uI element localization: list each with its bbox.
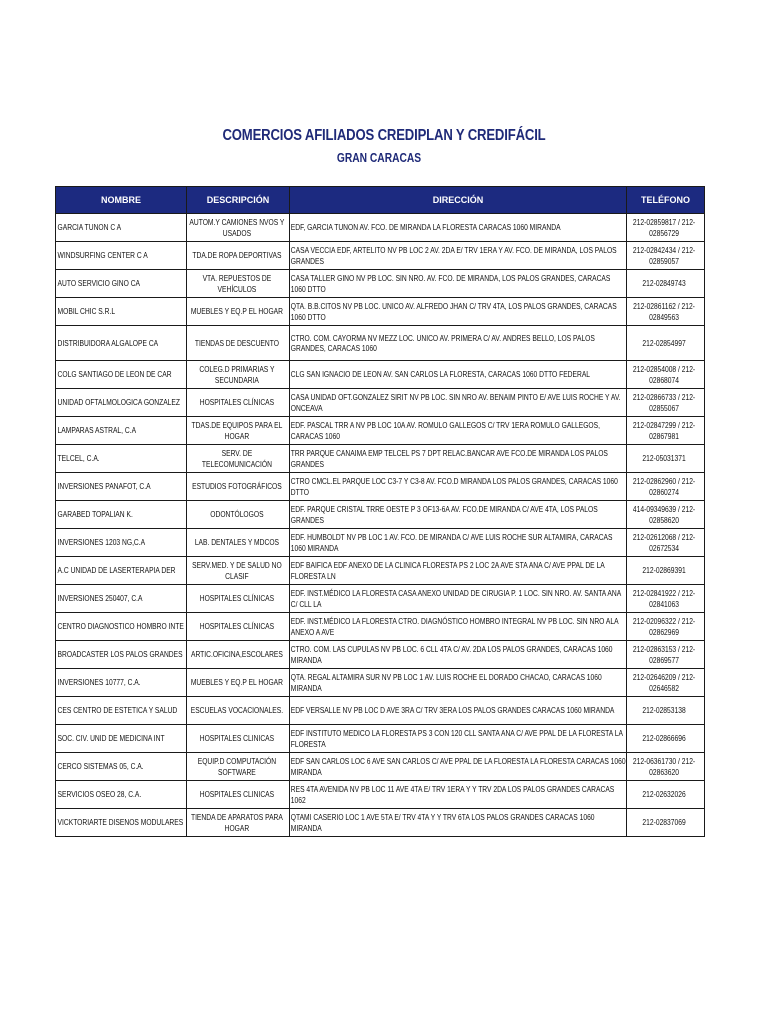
cell-descripcion-text: HOSPITALES CLINICAS bbox=[199, 733, 275, 744]
table-row bbox=[56, 781, 705, 809]
cell-direccion-text: CTRO CMCL.EL PARQUE LOC C3-7 Y C3-8 AV. FCO.D MIRANDA LOS PALOS GRANDES, CARACAS 1060 DTTO bbox=[290, 476, 618, 497]
cell-direccion bbox=[290, 809, 627, 837]
cell-descripcion-text: LAB. DENTALES Y MDCOS bbox=[194, 537, 280, 548]
cell-telefono bbox=[627, 641, 705, 669]
cell-direccion bbox=[290, 501, 627, 529]
cell-nombre-text: CERCO SISTEMAS 05, C.A. bbox=[57, 761, 144, 772]
cell-direccion bbox=[290, 326, 627, 361]
cell-nombre-text: A.C UNIDAD DE LASERTERAPIA DER bbox=[57, 565, 176, 576]
cell-telefono-text: 212-02847299 / 212-02867981 bbox=[632, 420, 696, 441]
cell-nombre bbox=[56, 270, 187, 298]
cell-direccion-text: CLG SAN IGNACIO DE LEON AV. SAN CARLOS LA FLORESTA, CARACAS 1060 DTTO FEDERAL bbox=[290, 369, 591, 380]
cell-nombre-text: CENTRO DIAGNOSTICO HOMBRO INTE bbox=[57, 621, 184, 632]
cell-nombre-text: TELCEL, C.A. bbox=[57, 453, 100, 464]
cell-telefono bbox=[627, 613, 705, 641]
table-row bbox=[56, 753, 705, 781]
cell-descripcion bbox=[187, 242, 290, 270]
cell-nombre-text: WINDSURFING CENTER C A bbox=[57, 250, 148, 261]
cell-direccion-text: EDF, GARCIA TUNON AV. FCO. DE MIRANDA LA FLORESTA CARACAS 1060 MIRANDA bbox=[290, 222, 561, 233]
cell-nombre bbox=[56, 214, 187, 242]
cell-descripcion-text: ESCUELAS VOCACIONALES. bbox=[190, 705, 284, 716]
cell-telefono bbox=[627, 214, 705, 242]
cell-descripcion bbox=[187, 445, 290, 473]
cell-descripcion-text: MUEBLES Y EQ.P EL HOGAR bbox=[190, 677, 283, 688]
cell-descripcion bbox=[187, 809, 290, 837]
cell-descripcion bbox=[187, 753, 290, 781]
table-row bbox=[56, 585, 705, 613]
cell-descripcion-text: AUTOM.Y CAMIONES NVOS Y USADOS bbox=[189, 217, 285, 238]
cell-direccion bbox=[290, 298, 627, 326]
cell-nombre bbox=[56, 326, 187, 361]
cell-direccion-text: EDF. INST.MÉDICO LA FLORESTA CASA ANEXO UNIDAD DE CIRUGIA P. 1 LOC. SIN NRO. AV. SANTA ANA C/ CLL LA bbox=[290, 588, 621, 609]
cell-telefono bbox=[627, 753, 705, 781]
cell-direccion-text: CTRO. COM. CAYORMA NV MEZZ LOC. UNICO AV. PRIMERA C/ AV. ANDRES BELLO, LOS PALOS GRANDES, CARACAS 1060 bbox=[290, 332, 595, 353]
table-row bbox=[56, 242, 705, 270]
cell-descripcion bbox=[187, 326, 290, 361]
cell-telefono bbox=[627, 298, 705, 326]
cell-nombre-text: SERVICIOS OSEO 28, C.A. bbox=[57, 789, 142, 800]
cell-telefono-text: 212-02632026 bbox=[642, 789, 686, 800]
cell-telefono-text: 212-02841922 / 212-02841063 bbox=[632, 588, 696, 609]
cell-nombre bbox=[56, 501, 187, 529]
cell-direccion bbox=[290, 781, 627, 809]
cell-telefono-text: 212-02862960 / 212-02860274 bbox=[632, 476, 696, 497]
table-body bbox=[56, 214, 705, 837]
cell-nombre bbox=[56, 585, 187, 613]
cell-direccion bbox=[290, 473, 627, 501]
cell-direccion bbox=[290, 389, 627, 417]
cell-telefono-text: 212-06361730 / 212-02863620 bbox=[632, 756, 696, 777]
cell-telefono bbox=[627, 242, 705, 270]
cell-nombre bbox=[56, 473, 187, 501]
cell-nombre-text: INVERSIONES PANAFOT, C.A bbox=[57, 481, 151, 492]
cell-nombre-text: VICKTORIARTE DISENOS MODULARES bbox=[57, 817, 184, 828]
cell-direccion-text: QTA. B.B.CITOS NV PB LOC. UNICO AV. ALFREDO JHAN C/ TRV 4TA, LOS PALOS GRANDES, CARACAS 1060 DTTO bbox=[290, 301, 617, 322]
document-title: COMERCIOS AFILIADOS CREDIPLAN Y CREDIFÁCIL bbox=[222, 127, 546, 144]
cell-descripcion-text: HOSPITALES CLÍNICAS bbox=[199, 593, 275, 604]
cell-nombre-text: INVERSIONES 1203 NG,C.A bbox=[57, 537, 146, 548]
table-row bbox=[56, 298, 705, 326]
table-row bbox=[56, 613, 705, 641]
cell-direccion-text: EDF. HUMBOLDT NV PB LOC 1 AV. FCO. DE MIRANDA C/ AVE LUIS ROCHE SUR ALTAMIRA, CARACAS 1060 MIRANDA bbox=[290, 532, 613, 553]
cell-descripcion-text: EQUIP.D COMPUTACIÓN SOFTWARE bbox=[197, 756, 277, 777]
table-row bbox=[56, 725, 705, 753]
cell-direccion-text: EDF BAIFICA EDF ANEXO DE LA CLINICA FLORESTA PS 2 LOC 2A AVE STA ANA C/ AVE PPAL DE LA FLORESTA LN bbox=[290, 560, 605, 581]
cell-direccion bbox=[290, 417, 627, 445]
cell-telefono-text: 414-09349639 / 212-02858620 bbox=[632, 504, 696, 525]
cell-descripcion-text: HOSPITALES CLÍNICAS bbox=[199, 397, 275, 408]
cell-nombre bbox=[56, 809, 187, 837]
table-row bbox=[56, 669, 705, 697]
cell-descripcion-text: SERV.MED. Y DE SALUD NO CLASIF bbox=[192, 560, 282, 581]
cell-nombre-text: MOBIL CHIC S.R.L bbox=[57, 306, 116, 317]
cell-telefono bbox=[627, 725, 705, 753]
cell-direccion bbox=[290, 529, 627, 557]
cell-direccion-text: RES 4TA AVENIDA NV PB LOC 11 AVE 4TA E/ TRV 1ERA Y Y TRV 2DA LOS PALOS GRANDES CARACAS 1062 bbox=[290, 784, 615, 805]
cell-descripcion-text: ARTIC.OFICINA,ESCOLARES bbox=[190, 649, 283, 660]
cell-nombre-text: DISTRIBUIDORA ALGALOPE CA bbox=[57, 337, 159, 348]
table-row bbox=[56, 326, 705, 361]
cell-descripcion-text: HOSPITALES CLINICAS bbox=[199, 789, 275, 800]
cell-direccion-text: EDF INSTITUTO MEDICO LA FLORESTA PS 3 CON 120 CLL SANTA ANA C/ AVE PPAL DE LA FLORESTA LA FLORESTA bbox=[290, 728, 623, 749]
cell-direccion-text: QTAMI CASERIO LOC 1 AVE 5TA E/ TRV 4TA Y Y TRV 6TA LOS PALOS GRANDES CARACAS 1060 MIRANDA bbox=[290, 812, 595, 833]
cell-telefono bbox=[627, 585, 705, 613]
cell-nombre-text: COLG SANTIAGO DE LEON DE CAR bbox=[57, 369, 172, 380]
cell-telefono-text: 212-02866696 bbox=[642, 733, 686, 744]
cell-nombre bbox=[56, 697, 187, 725]
cell-descripcion bbox=[187, 557, 290, 585]
cell-nombre bbox=[56, 417, 187, 445]
cell-direccion-text: CASA VECCIA EDF, ARTELITO NV PB LOC 2 AV. 2DA E/ TRV 1ERA Y AV. FCO. DE MIRANDA, LOS PALOS GRANDES bbox=[290, 245, 617, 266]
cell-direccion-text: EDF. PARQUE CRISTAL TRRE OESTE P 3 OF13-6A AV. FCO.DE MIRANDA C/ AVE 4TA, LOS PALOS GRANDES bbox=[290, 504, 598, 525]
cell-nombre-text: GARCIA TUNON C A bbox=[57, 222, 122, 233]
cell-telefono bbox=[627, 473, 705, 501]
cell-descripcion-text: MUEBLES Y EQ.P EL HOGAR bbox=[190, 306, 283, 317]
cell-descripcion bbox=[187, 417, 290, 445]
cell-nombre bbox=[56, 529, 187, 557]
cell-direccion bbox=[290, 445, 627, 473]
cell-descripcion-text: VTA. REPUESTOS DE VEHÍCULOS bbox=[202, 273, 272, 294]
cell-direccion bbox=[290, 361, 627, 389]
table-row bbox=[56, 697, 705, 725]
cell-direccion bbox=[290, 753, 627, 781]
cell-telefono-text: 212-02854008 / 212-02868074 bbox=[632, 364, 696, 385]
cell-nombre-text: CES CENTRO DE ESTETICA Y SALUD bbox=[57, 705, 178, 716]
cell-telefono-text: 212-02861162 / 212-02849563 bbox=[633, 301, 695, 322]
cell-telefono bbox=[627, 445, 705, 473]
document-subtitle: GRAN CARACAS bbox=[336, 151, 422, 165]
cell-nombre bbox=[56, 669, 187, 697]
cell-nombre bbox=[56, 781, 187, 809]
cell-telefono-text: 212-02853138 bbox=[642, 705, 686, 716]
cell-telefono-text: 212-02096322 / 212-02862969 bbox=[632, 616, 696, 637]
cell-telefono-text: 212-02854997 bbox=[642, 337, 686, 348]
cell-descripcion bbox=[187, 270, 290, 298]
cell-nombre bbox=[56, 641, 187, 669]
cell-direccion bbox=[290, 669, 627, 697]
cell-telefono-text: 212-02837069 bbox=[642, 817, 686, 828]
table-row bbox=[56, 214, 705, 242]
cell-descripcion-text: ESTUDIOS FOTOGRÁFICOS bbox=[192, 481, 282, 492]
header-direccion: DIRECCIÓN bbox=[290, 187, 627, 214]
cell-direccion bbox=[290, 697, 627, 725]
table-row bbox=[56, 445, 705, 473]
cell-direccion bbox=[290, 641, 627, 669]
cell-nombre-text: INVERSIONES 250407, C.A bbox=[57, 593, 143, 604]
cell-nombre bbox=[56, 613, 187, 641]
cell-descripcion bbox=[187, 697, 290, 725]
cell-descripcion bbox=[187, 641, 290, 669]
table-row bbox=[56, 389, 705, 417]
cell-nombre bbox=[56, 753, 187, 781]
table-row bbox=[56, 501, 705, 529]
cell-nombre-text: GARABED TOPALIAN K. bbox=[57, 509, 133, 520]
cell-telefono bbox=[627, 809, 705, 837]
cell-nombre-text: UNIDAD OFTALMOLOGICA GONZALEZ bbox=[57, 397, 180, 408]
cell-direccion bbox=[290, 242, 627, 270]
cell-nombre-text: AUTO SERVICIO GINO CA bbox=[57, 278, 141, 289]
cell-direccion-text: QTA. REGAL ALTAMIRA SUR NV PB LOC 1 AV. LUIS ROCHE EL DORADO CHACAO, CARACAS 1060 MIRANDA bbox=[290, 672, 602, 693]
cell-nombre bbox=[56, 242, 187, 270]
cell-telefono-text: 212-02842434 / 212-02859057 bbox=[632, 245, 696, 266]
cell-descripcion bbox=[187, 298, 290, 326]
cell-telefono bbox=[627, 361, 705, 389]
cell-nombre-text: BROADCASTER LOS PALOS GRANDES bbox=[57, 649, 183, 660]
cell-telefono-text: 212-02869391 bbox=[642, 565, 686, 576]
cell-direccion-text: EDF. INST.MÉDICO LA FLORESTA CTRO. DIAGNÓSTICO HOMBRO INTEGRAL NV PB LOC. SIN NRO ALA ANEXO A AVE bbox=[290, 616, 619, 637]
cell-nombre bbox=[56, 557, 187, 585]
cell-descripcion bbox=[187, 529, 290, 557]
cell-direccion bbox=[290, 557, 627, 585]
cell-telefono bbox=[627, 417, 705, 445]
cell-telefono bbox=[627, 697, 705, 725]
cell-nombre bbox=[56, 445, 187, 473]
merchants-table bbox=[55, 186, 705, 837]
cell-descripcion bbox=[187, 585, 290, 613]
cell-telefono-text: 212-02612068 / 212-02672534 bbox=[632, 532, 696, 553]
cell-direccion bbox=[290, 270, 627, 298]
cell-direccion bbox=[290, 613, 627, 641]
cell-direccion-text: CTRO. COM. LAS CUPULAS NV PB LOC. 6 CLL 4TA C/ AV. 2DA LOS PALOS GRANDES, CARACAS 1060 MIRANDA bbox=[290, 644, 613, 665]
cell-descripcion bbox=[187, 725, 290, 753]
cell-telefono bbox=[627, 781, 705, 809]
header-nombre: NOMBRE bbox=[56, 187, 187, 214]
cell-telefono-text: 212-05031371 bbox=[642, 453, 686, 464]
cell-descripcion bbox=[187, 669, 290, 697]
cell-telefono-text: 212-02646209 / 212-02646582 bbox=[632, 672, 696, 693]
table-row bbox=[56, 417, 705, 445]
table-row bbox=[56, 473, 705, 501]
cell-direccion bbox=[290, 214, 627, 242]
cell-descripcion bbox=[187, 473, 290, 501]
cell-direccion-text: EDF SAN CARLOS LOC 6 AVE SAN CARLOS C/ AVE PPAL DE LA FLORESTA LA FLORESTA CARACAS 1060 MIRANDA bbox=[290, 756, 626, 777]
cell-descripcion bbox=[187, 781, 290, 809]
cell-nombre bbox=[56, 389, 187, 417]
cell-nombre bbox=[56, 361, 187, 389]
cell-telefono-text: 212-02866733 / 212-02855067 bbox=[632, 392, 696, 413]
cell-direccion bbox=[290, 585, 627, 613]
cell-descripcion-text: SERV. DE TELECOMUNICACIÓN bbox=[201, 448, 272, 469]
cell-nombre bbox=[56, 298, 187, 326]
table-row bbox=[56, 529, 705, 557]
cell-direccion bbox=[290, 725, 627, 753]
cell-telefono-text: 212-02859817 / 212-02856729 bbox=[632, 217, 696, 238]
table-row bbox=[56, 361, 705, 389]
cell-nombre-text: SOC. CIV. UNID DE MEDICINA INT bbox=[57, 733, 165, 744]
cell-descripcion-text: COLEG.D PRIMARIAS Y SECUNDARIA bbox=[199, 364, 275, 385]
table-row bbox=[56, 270, 705, 298]
cell-descripcion-text: TIENDAS DE DESCUENTO bbox=[194, 337, 279, 348]
cell-telefono-text: 212-02863153 / 212-02869577 bbox=[632, 644, 696, 665]
cell-descripcion bbox=[187, 361, 290, 389]
cell-descripcion-text: HOSPITALES CLÍNICAS bbox=[199, 621, 275, 632]
cell-descripcion bbox=[187, 389, 290, 417]
cell-descripcion bbox=[187, 501, 290, 529]
cell-descripcion-text: TDAS.DE EQUIPOS PARA EL HOGAR bbox=[191, 420, 283, 441]
cell-descripcion bbox=[187, 214, 290, 242]
cell-descripcion bbox=[187, 613, 290, 641]
table-row bbox=[56, 809, 705, 837]
cell-descripcion-text: TDA.DE ROPA DEPORTIVAS bbox=[192, 250, 282, 261]
cell-descripcion-text: TIENDA DE APARATOS PARA HOGAR bbox=[190, 812, 283, 833]
cell-telefono bbox=[627, 326, 705, 361]
cell-telefono bbox=[627, 501, 705, 529]
header-descripcion: DESCRIPCIÓN bbox=[187, 187, 290, 214]
table-header-row bbox=[56, 187, 705, 214]
cell-nombre-text: LAMPARAS ASTRAL, C.A bbox=[57, 425, 137, 436]
table-row bbox=[56, 557, 705, 585]
cell-telefono bbox=[627, 669, 705, 697]
cell-direccion-text: CASA UNIDAD OFT.GONZALEZ SIRIT NV PB LOC. SIN NRO AV. BENAIM PINTO E/ AVE LUIS ROCHE Y AV. ONCEAVA bbox=[290, 392, 621, 413]
header-telefono: TELÉFONO bbox=[627, 187, 705, 214]
cell-descripcion-text: ODONTÓLOGOS bbox=[210, 509, 264, 520]
cell-telefono-text: 212-02849743 bbox=[642, 278, 686, 289]
cell-telefono bbox=[627, 557, 705, 585]
table-row bbox=[56, 641, 705, 669]
cell-direccion-text: EDF VERSALLE NV PB LOC D AVE 3RA C/ TRV 3ERA LOS PALOS GRANDES CARACAS 1060 MIRANDA bbox=[290, 705, 615, 716]
cell-telefono bbox=[627, 529, 705, 557]
cell-direccion-text: EDF. PASCAL TRR A NV PB LOC 10A AV. ROMULO GALLEGOS C/ TRV 1ERA ROMULO GALLEGOS, CARACAS 1060 bbox=[290, 420, 600, 441]
cell-direccion-text: CASA TALLER GINO NV PB LOC. SIN NRO. AV. FCO. DE MIRANDA, LOS PALOS GRANDES, CARACAS 1060 DTTO bbox=[290, 273, 611, 294]
cell-telefono bbox=[627, 389, 705, 417]
cell-nombre bbox=[56, 725, 187, 753]
cell-nombre-text: INVERSIONES 10777, C.A. bbox=[57, 677, 141, 688]
cell-telefono bbox=[627, 270, 705, 298]
cell-direccion-text: TRR PARQUE CANAIMA EMP TELCEL PS 7 DPT RELAC.BANCAR AVE FCO.DE MIRANDA LOS PALOS GRANDES bbox=[290, 448, 608, 469]
